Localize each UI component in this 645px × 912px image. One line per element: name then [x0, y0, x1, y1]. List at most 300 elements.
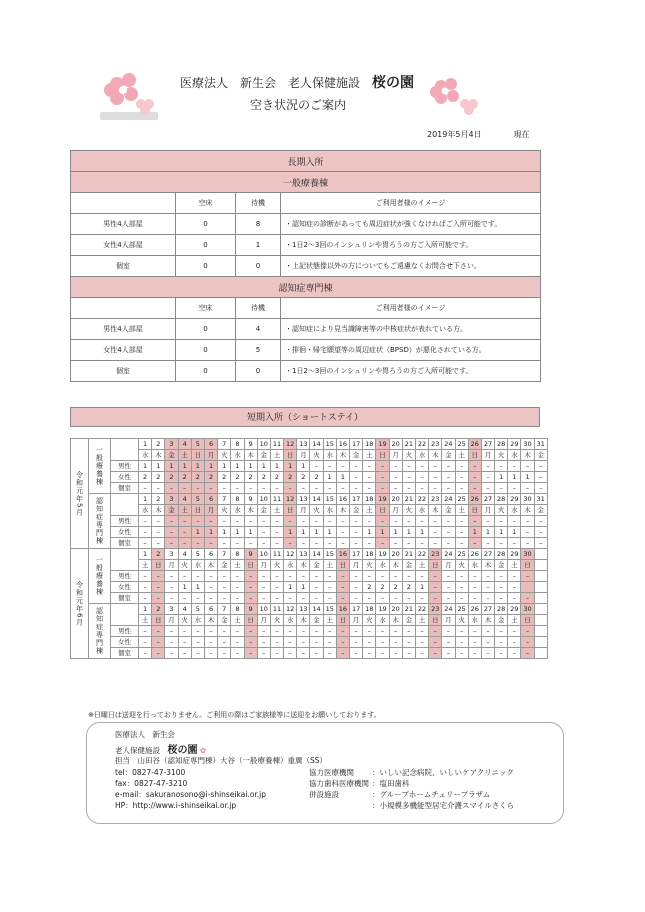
availability-cell: – — [270, 483, 283, 494]
availability-cell: – — [310, 461, 323, 472]
availability-cell: – — [257, 483, 270, 494]
availability-cell: – — [297, 483, 310, 494]
availability-cell: – — [389, 483, 402, 494]
availability-cell — [534, 582, 547, 593]
day-number: 22 — [415, 549, 428, 560]
weekday: 木 — [336, 505, 349, 516]
availability-cell: – — [521, 483, 534, 494]
availability-cell: 1 — [152, 461, 165, 472]
room-label: 個室 — [111, 593, 139, 604]
weekday: 金 — [310, 615, 323, 626]
availability-cell: – — [178, 538, 191, 549]
availability-cell: – — [178, 571, 191, 582]
availability-cell: 1 — [495, 472, 508, 483]
availability-cell: – — [415, 516, 428, 527]
weekday: 日 — [336, 615, 349, 626]
availability-cell: 1 — [310, 527, 323, 538]
weekday: 日 — [468, 450, 481, 461]
empty-count: 0 — [176, 340, 236, 361]
availability-cell: – — [310, 593, 323, 604]
availability-cell: – — [363, 637, 376, 648]
day-number: 1 — [139, 494, 152, 505]
day-number: 26 — [468, 604, 481, 615]
availability-cell: – — [191, 626, 204, 637]
weekday: 土 — [363, 505, 376, 516]
availability-cell: 2 — [178, 472, 191, 483]
availability-cell — [534, 571, 547, 582]
availability-cell: – — [455, 637, 468, 648]
availability-cell: 1 — [297, 527, 310, 538]
availability-cell: – — [244, 516, 257, 527]
availability-cell: 1 — [521, 472, 534, 483]
availability-cell: – — [178, 527, 191, 538]
availability-cell: – — [495, 637, 508, 648]
availability-cell: 1 — [508, 527, 521, 538]
availability-cell: – — [508, 626, 521, 637]
col-empty: 空床 — [176, 193, 236, 214]
availability-cell: – — [521, 527, 534, 538]
availability-cell: – — [139, 571, 152, 582]
availability-cell: – — [442, 648, 455, 659]
availability-cell: – — [468, 472, 481, 483]
footer-org: 医療法人 新生会 — [115, 730, 175, 739]
weekday: 日 — [376, 505, 389, 516]
weekday: 木 — [481, 560, 494, 571]
availability-cell: – — [218, 516, 231, 527]
day-number: 8 — [231, 494, 244, 505]
availability-cell: – — [415, 593, 428, 604]
day-number: 24 — [442, 439, 455, 450]
weekday: 火 — [310, 505, 323, 516]
organization-title — [180, 72, 414, 92]
day-number: 4 — [178, 549, 191, 560]
availability-cell: – — [534, 516, 547, 527]
weekday: 月 — [442, 560, 455, 571]
availability-cell: – — [152, 582, 165, 593]
month-label: 令和元年5月 — [71, 439, 89, 549]
day-number: 14 — [310, 439, 323, 450]
availability-cell: 2 — [244, 472, 257, 483]
weekday: 日 — [284, 450, 297, 461]
day-number: 29 — [508, 549, 521, 560]
day-number: 23 — [429, 604, 442, 615]
weekday: 月 — [257, 615, 270, 626]
weekday: 月 — [442, 615, 455, 626]
availability-cell: 1 — [165, 461, 178, 472]
availability-cell: – — [204, 626, 217, 637]
availability-cell: – — [455, 461, 468, 472]
weekday: 水 — [415, 450, 428, 461]
availability-cell: – — [310, 571, 323, 582]
availability-cell: – — [139, 538, 152, 549]
day-number: 11 — [270, 494, 283, 505]
availability-cell: – — [336, 461, 349, 472]
room-type: 女性4人部屋 — [71, 235, 176, 256]
availability-cell: – — [468, 516, 481, 527]
availability-cell: – — [521, 593, 534, 604]
availability-cell: – — [336, 538, 349, 549]
availability-cell: – — [376, 571, 389, 582]
weekday: 水 — [468, 615, 481, 626]
availability-cell: – — [350, 593, 363, 604]
weekday: 水 — [415, 505, 428, 516]
footer-fax: fax：0827-47-3210 — [115, 779, 188, 788]
availability-cell: – — [284, 571, 297, 582]
availability-cell: – — [350, 461, 363, 472]
availability-cell: – — [257, 527, 270, 538]
day-number: 9 — [244, 549, 257, 560]
availability-cell: – — [178, 637, 191, 648]
availability-cell: – — [376, 648, 389, 659]
availability-cell: 1 — [323, 472, 336, 483]
day-number — [534, 604, 547, 615]
ward-label: 一般療養棟 — [89, 549, 111, 604]
availability-cell: – — [442, 472, 455, 483]
availability-cell: 1 — [178, 461, 191, 472]
availability-cell: – — [310, 648, 323, 659]
availability-cell: – — [376, 538, 389, 549]
day-number: 7 — [218, 604, 231, 615]
availability-cell: 1 — [508, 472, 521, 483]
availability-cell: – — [363, 483, 376, 494]
section-title: 一般療養棟 — [71, 172, 541, 193]
day-number: 30 — [521, 549, 534, 560]
availability-cell: 2 — [270, 472, 283, 483]
availability-cell: – — [415, 571, 428, 582]
weekday: 水 — [284, 615, 297, 626]
availability-cell: – — [231, 571, 244, 582]
room-label: 女性 — [111, 637, 139, 648]
weekday: 火 — [178, 615, 191, 626]
availability-cell: – — [310, 637, 323, 648]
availability-cell: – — [376, 483, 389, 494]
availability-cell: – — [244, 571, 257, 582]
availability-cell: – — [455, 472, 468, 483]
availability-cell: – — [231, 593, 244, 604]
availability-cell: 2 — [218, 472, 231, 483]
day-number: 12 — [284, 549, 297, 560]
partner-value: ：いしい記念病院、いしいケアクリニック — [372, 768, 514, 777]
day-number: 18 — [363, 549, 376, 560]
day-number: 20 — [389, 604, 402, 615]
availability-cell: – — [468, 571, 481, 582]
availability-cell: – — [508, 483, 521, 494]
availability-cell: 1 — [336, 472, 349, 483]
availability-cell: 1 — [139, 461, 152, 472]
day-number: 8 — [231, 604, 244, 615]
availability-cell: – — [429, 648, 442, 659]
day-number: 10 — [257, 549, 270, 560]
availability-cell: – — [521, 571, 534, 582]
availability-cell: – — [284, 483, 297, 494]
room-type: 男性4人部屋 — [71, 319, 176, 340]
availability-cell: – — [481, 472, 494, 483]
weekday: 木 — [244, 450, 257, 461]
partner-key: 協力歯科医療機関 — [309, 779, 369, 788]
day-number: 13 — [297, 604, 310, 615]
availability-cell: 1 — [389, 527, 402, 538]
availability-cell: – — [231, 483, 244, 494]
availability-cell: – — [152, 637, 165, 648]
availability-cell: – — [231, 626, 244, 637]
weekday: 金 — [442, 505, 455, 516]
availability-cell: – — [310, 516, 323, 527]
day-number: 20 — [389, 494, 402, 505]
day-number: 1 — [139, 549, 152, 560]
availability-cell: – — [204, 637, 217, 648]
day-number: 23 — [429, 439, 442, 450]
weekday: 土 — [231, 560, 244, 571]
day-number: 19 — [376, 494, 389, 505]
partner-value: ：塩田歯科 — [372, 779, 410, 788]
org-prefix: 医療法人 新生会 老人保健施設 — [180, 76, 361, 90]
day-number: 29 — [508, 439, 521, 450]
availability-cell: – — [350, 637, 363, 648]
room-type: 個室 — [71, 256, 176, 277]
availability-cell: – — [244, 483, 257, 494]
day-number: 19 — [376, 549, 389, 560]
weekday: 水 — [508, 450, 521, 461]
partner-key: 併設施設 — [309, 790, 339, 799]
short-term-calendar — [70, 438, 548, 659]
day-number: 5 — [191, 439, 204, 450]
weekday: 土 — [270, 450, 283, 461]
ward-label: 一般療養棟 — [89, 439, 111, 494]
availability-cell: – — [178, 593, 191, 604]
availability-cell: 2 — [191, 472, 204, 483]
availability-cell: – — [495, 593, 508, 604]
availability-cell: – — [468, 626, 481, 637]
day-number: 2 — [152, 494, 165, 505]
weekday: 木 — [521, 505, 534, 516]
availability-cell: – — [389, 516, 402, 527]
empty-count: 0 — [176, 319, 236, 340]
weekday: 日 — [521, 560, 534, 571]
availability-cell: – — [284, 626, 297, 637]
day-number: 25 — [455, 439, 468, 450]
weekday: 月 — [204, 505, 217, 516]
availability-cell: – — [495, 461, 508, 472]
weekday: 火 — [455, 560, 468, 571]
availability-cell: – — [495, 538, 508, 549]
empty-count: 0 — [176, 361, 236, 382]
availability-cell: – — [350, 483, 363, 494]
day-number: 21 — [402, 494, 415, 505]
blank-header — [71, 193, 176, 214]
availability-cell: – — [376, 593, 389, 604]
availability-cell: – — [481, 626, 494, 637]
availability-cell: – — [270, 516, 283, 527]
availability-cell: – — [139, 582, 152, 593]
weekday: 土 — [508, 615, 521, 626]
availability-cell: – — [323, 593, 336, 604]
availability-cell: – — [495, 626, 508, 637]
availability-cell: – — [402, 626, 415, 637]
availability-cell: 2 — [284, 472, 297, 483]
availability-cell: – — [442, 516, 455, 527]
weekday: 水 — [139, 450, 152, 461]
availability-cell: – — [442, 626, 455, 637]
availability-cell: – — [521, 637, 534, 648]
sakura-icon: ✿ — [199, 746, 207, 755]
day-number: 20 — [389, 439, 402, 450]
day-number: 4 — [178, 494, 191, 505]
availability-cell: 1 — [284, 527, 297, 538]
col-waiting: 待機 — [236, 298, 281, 319]
waiting-count: 8 — [236, 214, 281, 235]
availability-cell: – — [336, 637, 349, 648]
weekday: 日 — [152, 560, 165, 571]
availability-cell: – — [495, 571, 508, 582]
availability-cell: – — [204, 648, 217, 659]
weekday: 日 — [429, 615, 442, 626]
availability-cell: – — [257, 637, 270, 648]
availability-cell: – — [495, 483, 508, 494]
weekday: 日 — [336, 560, 349, 571]
weekday: 日 — [244, 615, 257, 626]
day-number: 1 — [139, 604, 152, 615]
image-text: ・1日2～3回のインシュリンや胃ろうの方ご入所可能です。 — [281, 235, 541, 256]
availability-cell: – — [244, 626, 257, 637]
availability-cell: – — [297, 593, 310, 604]
availability-cell: – — [310, 538, 323, 549]
availability-cell: – — [257, 593, 270, 604]
day-number: 28 — [495, 549, 508, 560]
waiting-count: 1 — [236, 235, 281, 256]
availability-cell: – — [244, 648, 257, 659]
availability-cell: – — [204, 516, 217, 527]
weekday: 金 — [310, 560, 323, 571]
availability-cell: – — [152, 571, 165, 582]
footer-homepage[interactable]: HP：http://www.i-shinseikai.or.jp — [115, 801, 237, 810]
availability-cell: – — [442, 571, 455, 582]
day-number: 22 — [415, 439, 428, 450]
weekday: 月 — [481, 450, 494, 461]
day-number: 19 — [376, 604, 389, 615]
weekday: 月 — [297, 505, 310, 516]
weekday: 土 — [323, 615, 336, 626]
weekday: 火 — [270, 560, 283, 571]
day-number: 30 — [521, 604, 534, 615]
availability-cell: – — [442, 582, 455, 593]
availability-cell: – — [204, 483, 217, 494]
availability-cell: – — [468, 461, 481, 472]
availability-cell: – — [481, 582, 494, 593]
availability-cell: – — [165, 527, 178, 538]
availability-cell: – — [534, 472, 547, 483]
weekday: 木 — [204, 560, 217, 571]
weekday: 金 — [402, 615, 415, 626]
availability-cell: – — [257, 626, 270, 637]
day-number: 24 — [442, 494, 455, 505]
availability-cell: – — [415, 648, 428, 659]
availability-cell: – — [481, 637, 494, 648]
availability-cell: – — [508, 637, 521, 648]
room-label: 男性 — [111, 516, 139, 527]
weekday: 日 — [191, 505, 204, 516]
availability-cell: 1 — [204, 527, 217, 538]
room-label: 女性 — [111, 527, 139, 538]
availability-cell: 1 — [191, 582, 204, 593]
weekday: 月 — [165, 615, 178, 626]
weekday: 日 — [284, 505, 297, 516]
day-number: 19 — [376, 439, 389, 450]
weekday: 金 — [165, 505, 178, 516]
availability-cell: – — [297, 637, 310, 648]
availability-cell: – — [350, 516, 363, 527]
day-number: 22 — [415, 494, 428, 505]
availability-cell: – — [257, 571, 270, 582]
contact-footer — [86, 722, 564, 824]
image-text: ・認知症の診断があっても周辺症状が強くなければご入所可能です。 — [281, 214, 541, 235]
weekday: 水 — [376, 560, 389, 571]
weekday: 月 — [297, 450, 310, 461]
availability-cell: – — [508, 571, 521, 582]
day-number: 27 — [481, 494, 494, 505]
availability-cell: – — [231, 582, 244, 593]
availability-cell: – — [244, 582, 257, 593]
room-type: 女性4人部屋 — [71, 340, 176, 361]
day-number: 12 — [284, 439, 297, 450]
weekday: 土 — [363, 450, 376, 461]
day-number: 9 — [244, 439, 257, 450]
day-number: 31 — [534, 494, 547, 505]
availability-cell: – — [468, 582, 481, 593]
day-number: 7 — [218, 439, 231, 450]
availability-cell: – — [363, 472, 376, 483]
availability-cell: – — [178, 648, 191, 659]
availability-cell: – — [191, 571, 204, 582]
day-number: 6 — [204, 549, 217, 560]
availability-cell: – — [350, 626, 363, 637]
day-number: 17 — [350, 494, 363, 505]
availability-cell: – — [521, 626, 534, 637]
availability-cell: – — [165, 516, 178, 527]
ward-label: 認知症専門棟 — [89, 494, 111, 549]
availability-cell: – — [297, 516, 310, 527]
weekday: 土 — [270, 505, 283, 516]
availability-cell: – — [350, 571, 363, 582]
availability-cell: – — [204, 538, 217, 549]
day-number: 29 — [508, 494, 521, 505]
day-number: 22 — [415, 604, 428, 615]
footer-email[interactable]: e-mail：sakuranosono@i-shinseikai.or.jp — [115, 790, 266, 799]
day-number — [534, 549, 547, 560]
availability-cell: 1 — [323, 527, 336, 538]
availability-cell: – — [191, 483, 204, 494]
room-type: 個室 — [71, 361, 176, 382]
availability-cell: 2 — [204, 472, 217, 483]
availability-cell: – — [336, 483, 349, 494]
weekday: 火 — [178, 560, 191, 571]
weekday: 金 — [534, 450, 547, 461]
availability-cell: – — [336, 582, 349, 593]
availability-cell: – — [165, 483, 178, 494]
weekday: 火 — [402, 450, 415, 461]
room-type: 男性4人部屋 — [71, 214, 176, 235]
weekday: 木 — [429, 450, 442, 461]
availability-cell: – — [152, 648, 165, 659]
availability-cell: – — [442, 593, 455, 604]
availability-cell: – — [284, 516, 297, 527]
day-number: 16 — [336, 439, 349, 450]
availability-cell: – — [191, 538, 204, 549]
day-number: 13 — [297, 549, 310, 560]
weekday: 火 — [455, 615, 468, 626]
weekday: 金 — [218, 560, 231, 571]
day-number: 10 — [257, 494, 270, 505]
empty-count: 0 — [176, 214, 236, 235]
